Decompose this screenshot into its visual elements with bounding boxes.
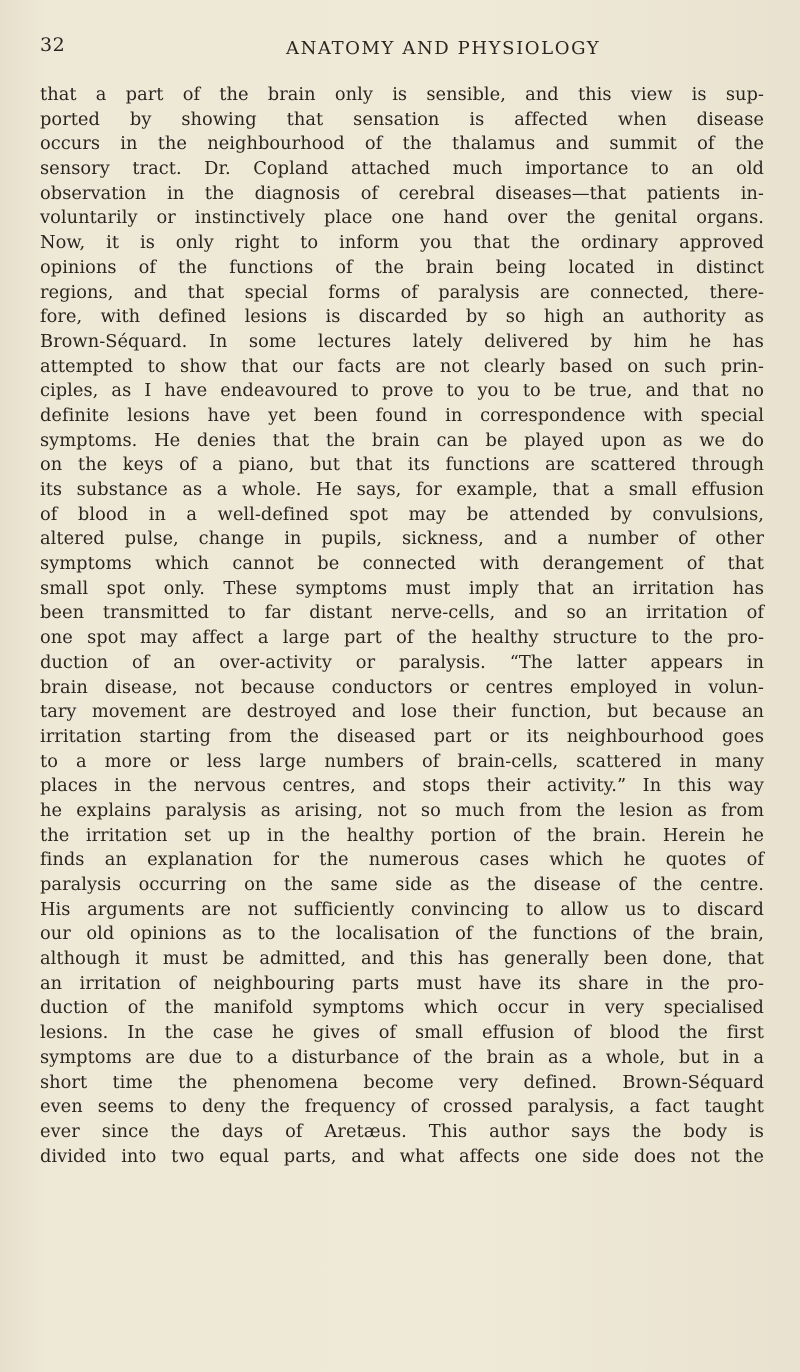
text-line: on the keys of a piano, but that its functions are scattered through bbox=[40, 454, 764, 476]
text-line: fore, with defined lesions is discarded by so high an authority as bbox=[40, 306, 764, 328]
text-line: brain disease, not because conductors or centres employed in volun- bbox=[40, 676, 764, 698]
text-line: voluntarily or instinctively place one hand over the genital organs. bbox=[40, 207, 764, 229]
running-title: ANATOMY AND PHYSIOLOGY bbox=[286, 38, 601, 59]
text-line: ported by showing that sensation is affected when disease bbox=[40, 108, 764, 130]
text-line: to a more or less large numbers of brain-cells, scattered in many bbox=[40, 750, 764, 772]
text-line: finds an explanation for the numerous cases which he quotes of bbox=[40, 849, 764, 871]
text-line: its substance as a whole. He says, for example, that a small effusion bbox=[40, 479, 764, 500]
text-line: duction of the manifold symptoms which occur in very specialised bbox=[40, 997, 764, 1019]
text-line: ciples, as I have endeavoured to prove to you to be true, and that no bbox=[40, 380, 764, 402]
text-line: he explains paralysis as arising, not so much from the lesion as from bbox=[40, 799, 764, 821]
body-text bbox=[40, 83, 764, 1169]
text-line: altered pulse, change in pupils, sickness, and a number of other bbox=[40, 528, 764, 550]
text-line: duction of an over-activity or paralysis. “The latter appears in bbox=[40, 651, 764, 673]
text-line: the irritation set up in the healthy portion of the brain. Herein he bbox=[40, 824, 764, 846]
text-line: Now, it is only right to inform you that the ordinary approved bbox=[40, 232, 764, 254]
text-line: observation in the diagnosis of cerebral diseases—that patients in- bbox=[40, 182, 764, 204]
text-line: opinions of the functions of the brain being located in distinct bbox=[40, 256, 764, 278]
text-line: places in the nervous centres, and stops their activity.” In this way bbox=[40, 775, 764, 797]
text-line: definite lesions have yet been found in correspondence with special bbox=[40, 404, 764, 426]
text-line: occurs in the neighbourhood of the thalamus and summit of the bbox=[40, 133, 764, 155]
text-line: lesions. In the case he gives of small effusion of blood the first bbox=[40, 1022, 764, 1044]
text-line: small spot only. These symptoms must imply that an irritation has bbox=[40, 577, 764, 599]
text-line: one spot may affect a large part of the healthy structure to the pro- bbox=[40, 627, 764, 649]
text-line: short time the phenomena become very defined. Brown-Séquard bbox=[40, 1071, 764, 1093]
text-line: irritation starting from the diseased part or its neighbourhood goes bbox=[40, 725, 764, 747]
text-line: attempted to show that our facts are not clearly based on such prin- bbox=[40, 355, 764, 377]
text-line: symptoms. He denies that the brain can be played upon as we do bbox=[40, 429, 764, 451]
text-line: His arguments are not sufficiently convincing to allow us to discard bbox=[40, 898, 764, 920]
text-line: sensory tract. Dr. Copland attached much importance to an old bbox=[40, 158, 764, 180]
text-line: although it must be admitted, and this has generally been done, that bbox=[40, 948, 764, 970]
page-number: 32 bbox=[40, 34, 66, 56]
text-line: that a part of the brain only is sensible, and this view is sup- bbox=[40, 84, 764, 105]
text-line: been transmitted to far distant nerve-cells, and so an irritation of bbox=[40, 602, 764, 624]
text-line: of blood in a well-defined spot may be attended by convulsions, bbox=[40, 503, 764, 525]
text-line: symptoms which cannot be connected with derangement of that bbox=[40, 553, 764, 575]
text-line: regions, and that special forms of paralysis are connected, there- bbox=[40, 281, 764, 303]
text-line: paralysis occurring on the same side as the disease of the centre. bbox=[40, 874, 764, 895]
text-line: even seems to deny the frequency of crossed paralysis, a fact taught bbox=[40, 1096, 764, 1118]
text-line: ever since the days of Aretæus. This author says the body is bbox=[40, 1120, 764, 1142]
text-line: symptoms are due to a disturbance of the brain as a whole, but in a bbox=[40, 1046, 764, 1068]
text-line: tary movement are destroyed and lose their function, but because an bbox=[40, 701, 764, 723]
text-line: our old opinions as to the localisation of the functions of the brain, bbox=[40, 923, 764, 945]
text-line: an irritation of neighbouring parts must have its share in the pro- bbox=[40, 972, 764, 994]
text-line: divided into two equal parts, and what affects one side does not the bbox=[40, 1145, 764, 1167]
text-line: Brown-Séquard. In some lectures lately delivered by him he has bbox=[40, 330, 764, 352]
page-header bbox=[40, 34, 780, 64]
